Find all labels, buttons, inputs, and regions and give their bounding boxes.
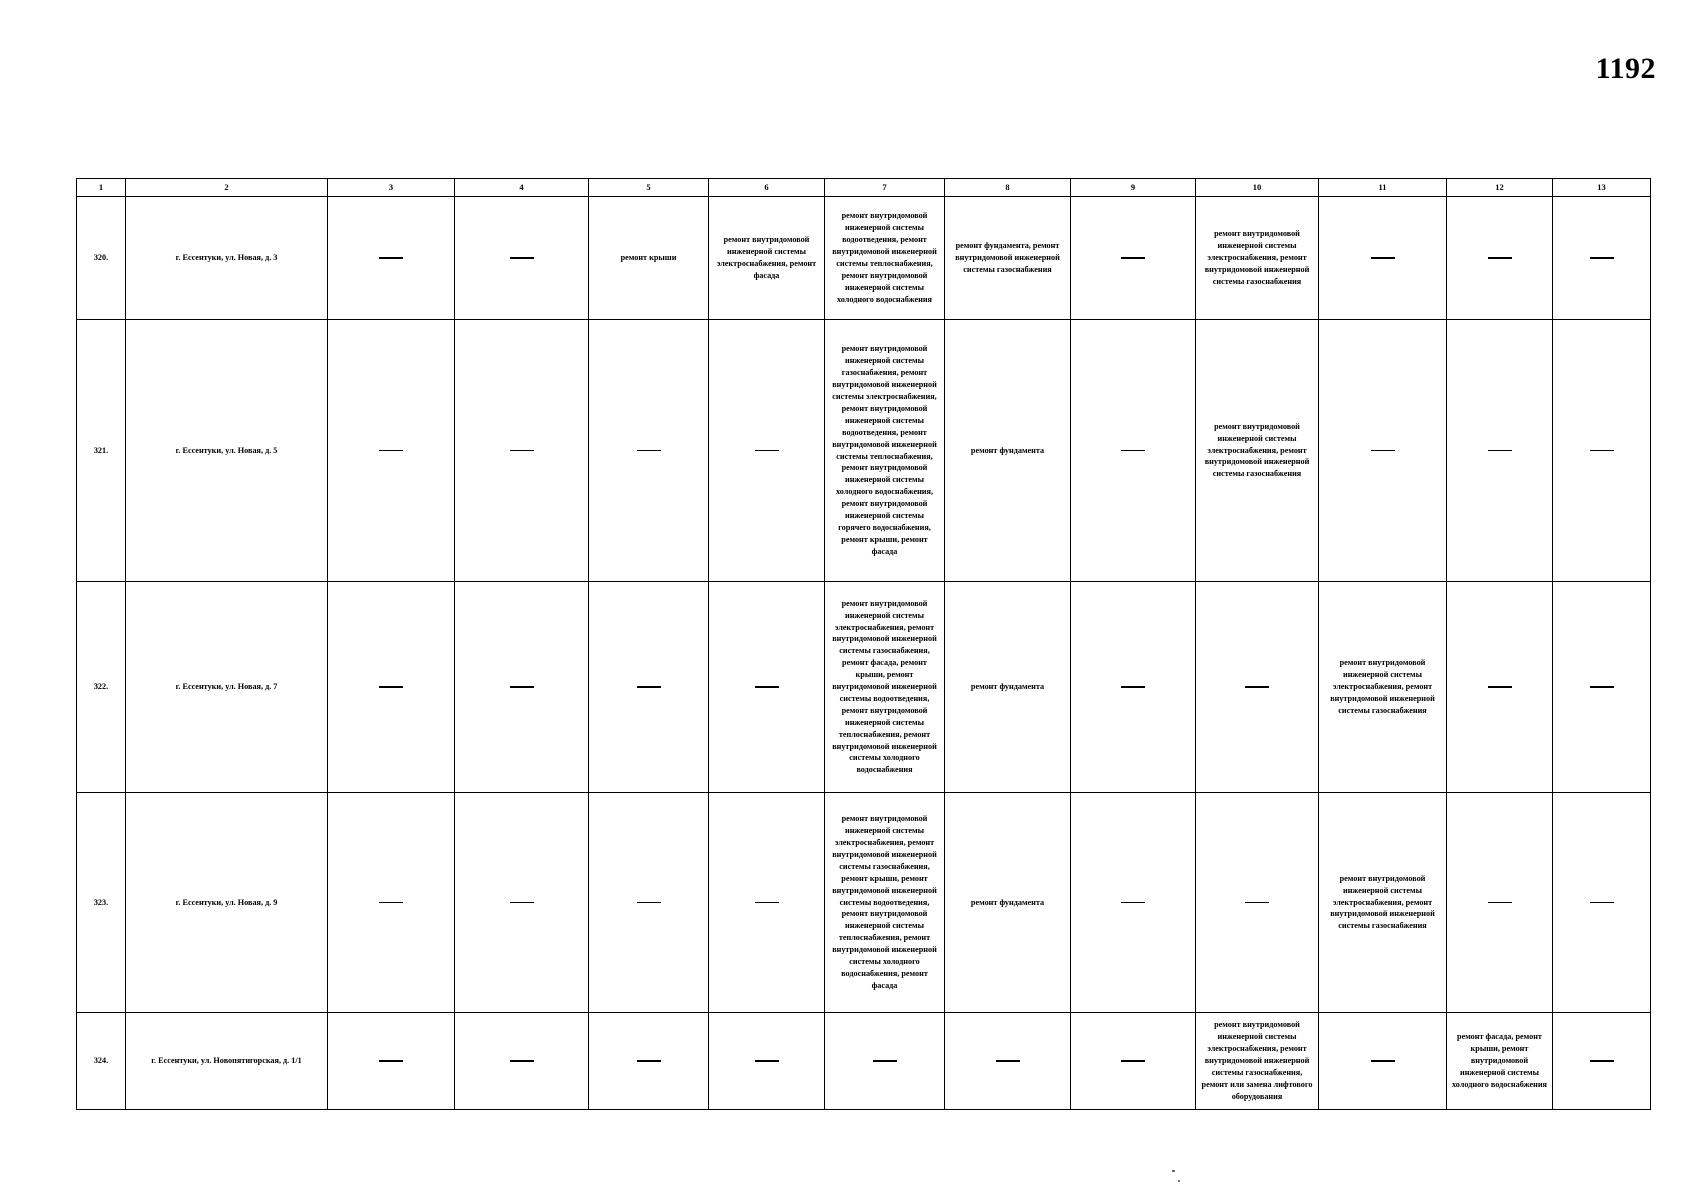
work-cell-col-7 [825, 1013, 945, 1110]
work-cell-col-5 [589, 1013, 709, 1110]
dash-mark [1590, 450, 1614, 451]
dash-mark [1371, 257, 1395, 258]
work-cell-col-10 [1196, 197, 1319, 320]
work-description: ремонт фундамента [970, 445, 1045, 455]
work-cell-col-4 [455, 320, 589, 582]
work-cell-col-9 [1071, 582, 1196, 793]
work-cell-col-3 [328, 320, 455, 582]
work-cell-col-4 [455, 793, 589, 1013]
work-description: ремонт крыши [620, 253, 677, 263]
dash-mark [873, 1060, 897, 1061]
work-cell-col-8 [945, 582, 1071, 793]
dash-mark [996, 1060, 1020, 1061]
work-cell-col-10 [1196, 1013, 1319, 1110]
work-cell-col-9 [1071, 320, 1196, 582]
dash-mark [510, 257, 534, 258]
row-number: 322. [77, 582, 126, 793]
table-row [77, 793, 1651, 1013]
work-cell-col-3 [328, 1013, 455, 1110]
column-header-4: 4 [455, 179, 589, 197]
scan-speck [1172, 1170, 1175, 1172]
dash-mark [510, 902, 534, 903]
dash-mark [379, 902, 403, 903]
row-number: 321. [77, 320, 126, 582]
work-cell-col-8 [945, 1013, 1071, 1110]
work-description: ремонт фасада, ремонт крыши, ремонт внутридомовой инженерной системы холодного водоснабжения [1452, 1032, 1547, 1089]
address-cell: г. Ессентуки, ул. Новопятигорская, д. 1/1 [126, 1013, 328, 1110]
dash-mark [1371, 450, 1395, 451]
dash-mark [755, 902, 779, 903]
work-cell-col-6 [709, 320, 825, 582]
work-description: ремонт фундамента [970, 682, 1045, 692]
work-description: ремонт фундамента [970, 897, 1045, 907]
column-header-1: 1 [77, 179, 126, 197]
row-number: 324. [77, 1013, 126, 1110]
row-number: 320. [77, 197, 126, 320]
dash-mark [1121, 902, 1145, 903]
work-cell-col-12 [1447, 793, 1553, 1013]
dash-mark [637, 450, 661, 451]
work-cell-col-9 [1071, 793, 1196, 1013]
dash-mark [1121, 686, 1145, 687]
column-header-5: 5 [589, 179, 709, 197]
address-cell: г. Ессентуки, ул. Новая, д. 7 [126, 582, 328, 793]
work-cell-col-4 [455, 197, 589, 320]
row-number: 323. [77, 793, 126, 1013]
work-description: ремонт внутридомовой инженерной системы электроснабжения, ремонт внутридомовой инженерной системы газоснабжения, ремонт или замена лифтового оборудования [1201, 1020, 1313, 1101]
dash-mark [1488, 902, 1512, 903]
scan-speck [1178, 1180, 1180, 1182]
address-cell: г. Ессентуки, ул. Новая, д. 5 [126, 320, 328, 582]
work-cell-col-7 [825, 197, 945, 320]
work-cell-col-9 [1071, 197, 1196, 320]
column-header-6: 6 [709, 179, 825, 197]
work-cell-col-3 [328, 197, 455, 320]
dash-mark [1121, 257, 1145, 258]
work-cell-col-5 [589, 320, 709, 582]
column-header-2: 2 [126, 179, 328, 197]
dash-mark [379, 1060, 403, 1061]
column-header-10: 10 [1196, 179, 1319, 197]
column-header-12: 12 [1447, 179, 1553, 197]
work-description: ремонт внутридомовой инженерной системы электроснабжения, ремонт внутридомовой инженерной системы газоснабжения [1330, 873, 1435, 931]
work-cell-col-13 [1553, 582, 1651, 793]
work-cell-col-11 [1319, 582, 1447, 793]
work-cell-col-12 [1447, 582, 1553, 793]
column-header-7: 7 [825, 179, 945, 197]
work-cell-col-5 [589, 793, 709, 1013]
dash-mark [755, 1060, 779, 1061]
work-cell-col-6 [709, 793, 825, 1013]
work-cell-col-12 [1447, 197, 1553, 320]
work-cell-col-7 [825, 793, 945, 1013]
work-cell-col-13 [1553, 1013, 1651, 1110]
work-cell-col-6 [709, 582, 825, 793]
work-description: ремонт фундамента, ремонт внутридомовой инженерной системы газоснабжения [955, 241, 1060, 274]
dash-mark [379, 686, 403, 687]
dash-mark [510, 686, 534, 687]
address-cell: г. Ессентуки, ул. Новая, д. 9 [126, 793, 328, 1013]
column-header-13: 13 [1553, 179, 1651, 197]
dash-mark [637, 1060, 661, 1061]
work-cell-col-10 [1196, 793, 1319, 1013]
work-cell-col-11 [1319, 197, 1447, 320]
work-cell-col-13 [1553, 320, 1651, 582]
dash-mark [1590, 257, 1614, 258]
work-description: ремонт внутридомовой инженерной системы газоснабжения, ремонт внутридомовой инженерной системы электроснабжения, ремонт внутридомовой инженерной системы водоотведения, ремонт внутридомовой инженерной системы теплоснабжения, ремонт внутридомовой инженерной системы холодного водоснабжения, ремонт внутридомовой инженерной системы горячего водоснабжения, ремонт крыши, ремонт фасада [832, 344, 937, 556]
column-number-row [77, 179, 1651, 197]
dash-mark [510, 450, 534, 451]
dash-mark [1245, 902, 1269, 903]
dash-mark [1488, 686, 1512, 687]
work-description: ремонт внутридомовой инженерной системы электроснабжения, ремонт внутридомовой инженерной системы газоснабжения [1204, 229, 1310, 286]
dash-mark [1121, 1060, 1145, 1061]
column-header-8: 8 [945, 179, 1071, 197]
work-cell-col-11 [1319, 320, 1447, 582]
work-cell-col-8 [945, 793, 1071, 1013]
work-cell-col-3 [328, 793, 455, 1013]
dash-mark [1590, 902, 1614, 903]
column-header-9: 9 [1071, 179, 1196, 197]
work-cell-col-13 [1553, 197, 1651, 320]
dash-mark [510, 1060, 534, 1061]
dash-mark [755, 450, 779, 451]
work-description: ремонт внутридомовой инженерной системы электроснабжения, ремонт внутридомовой инженерной системы газоснабжения [1330, 658, 1435, 715]
work-cell-col-12 [1447, 1013, 1553, 1110]
page-number: 1192 [1595, 52, 1656, 85]
dash-mark [755, 686, 779, 687]
work-cell-col-6 [709, 197, 825, 320]
work-cell-col-11 [1319, 793, 1447, 1013]
work-cell-col-7 [825, 320, 945, 582]
work-cell-col-9 [1071, 1013, 1196, 1110]
work-cell-col-4 [455, 1013, 589, 1110]
dash-mark [637, 686, 661, 687]
dash-mark [1245, 686, 1269, 687]
table-row [77, 197, 1651, 320]
column-header-3: 3 [328, 179, 455, 197]
work-description: ремонт внутридомовой инженерной системы электроснабжения, ремонт внутридомовой инженерной системы газоснабжения, ремонт крыши, ремонт внутридомовой инженерной системы водоотведения, ремонт внутридомовой инженерной системы теплоснабжения, ремонт внутридомовой инженерной системы холодного водоснабжения, ремонт фасада [832, 814, 937, 990]
dash-mark [379, 257, 403, 258]
work-description: ремонт внутридомовой инженерной системы водоотведения, ремонт внутридомовой инженерной системы теплоснабжения, ремонт внутридомовой инженерной системы холодного водоснабжения [832, 211, 937, 304]
work-cell-col-12 [1447, 320, 1553, 582]
dash-mark [1590, 1060, 1614, 1061]
work-description: ремонт внутридомовой инженерной системы электроснабжения, ремонт внутридомовой инженерной системы газоснабжения, ремонт фасада, ремонт крыши, ремонт внутридомовой инженерной системы водоотведения, ремонт внутридомовой инженерной системы теплоснабжения, ремонт внутридомовой инженерной системы холодного водоснабжения [832, 598, 937, 775]
column-header-11: 11 [1319, 179, 1447, 197]
work-cell-col-11 [1319, 1013, 1447, 1110]
address-cell: г. Ессентуки, ул. Новая, д. 3 [126, 197, 328, 320]
work-cell-col-4 [455, 582, 589, 793]
table-row [77, 320, 1651, 582]
work-cell-col-7 [825, 582, 945, 793]
dash-mark [1121, 450, 1145, 451]
table-row [77, 582, 1651, 793]
repair-schedule-table [76, 178, 1651, 1110]
work-cell-col-10 [1196, 320, 1319, 582]
table-row [77, 1013, 1651, 1110]
work-cell-col-8 [945, 197, 1071, 320]
work-description: ремонт внутридомовой инженерной системы электроснабжения, ремонт фасада [716, 235, 817, 280]
work-cell-col-6 [709, 1013, 825, 1110]
dash-mark [379, 450, 403, 451]
work-cell-col-5 [589, 582, 709, 793]
dash-mark [1371, 1060, 1395, 1061]
work-cell-col-10 [1196, 582, 1319, 793]
dash-mark [1488, 450, 1512, 451]
work-cell-col-8 [945, 320, 1071, 582]
dash-mark [637, 902, 661, 903]
work-cell-col-13 [1553, 793, 1651, 1013]
dash-mark [1590, 686, 1614, 687]
work-cell-col-3 [328, 582, 455, 793]
dash-mark [1488, 257, 1512, 258]
work-cell-col-5 [589, 197, 709, 320]
work-description: ремонт внутридомовой инженерной системы электроснабжения, ремонт внутридомовой инженерной системы газоснабжения [1204, 421, 1310, 479]
